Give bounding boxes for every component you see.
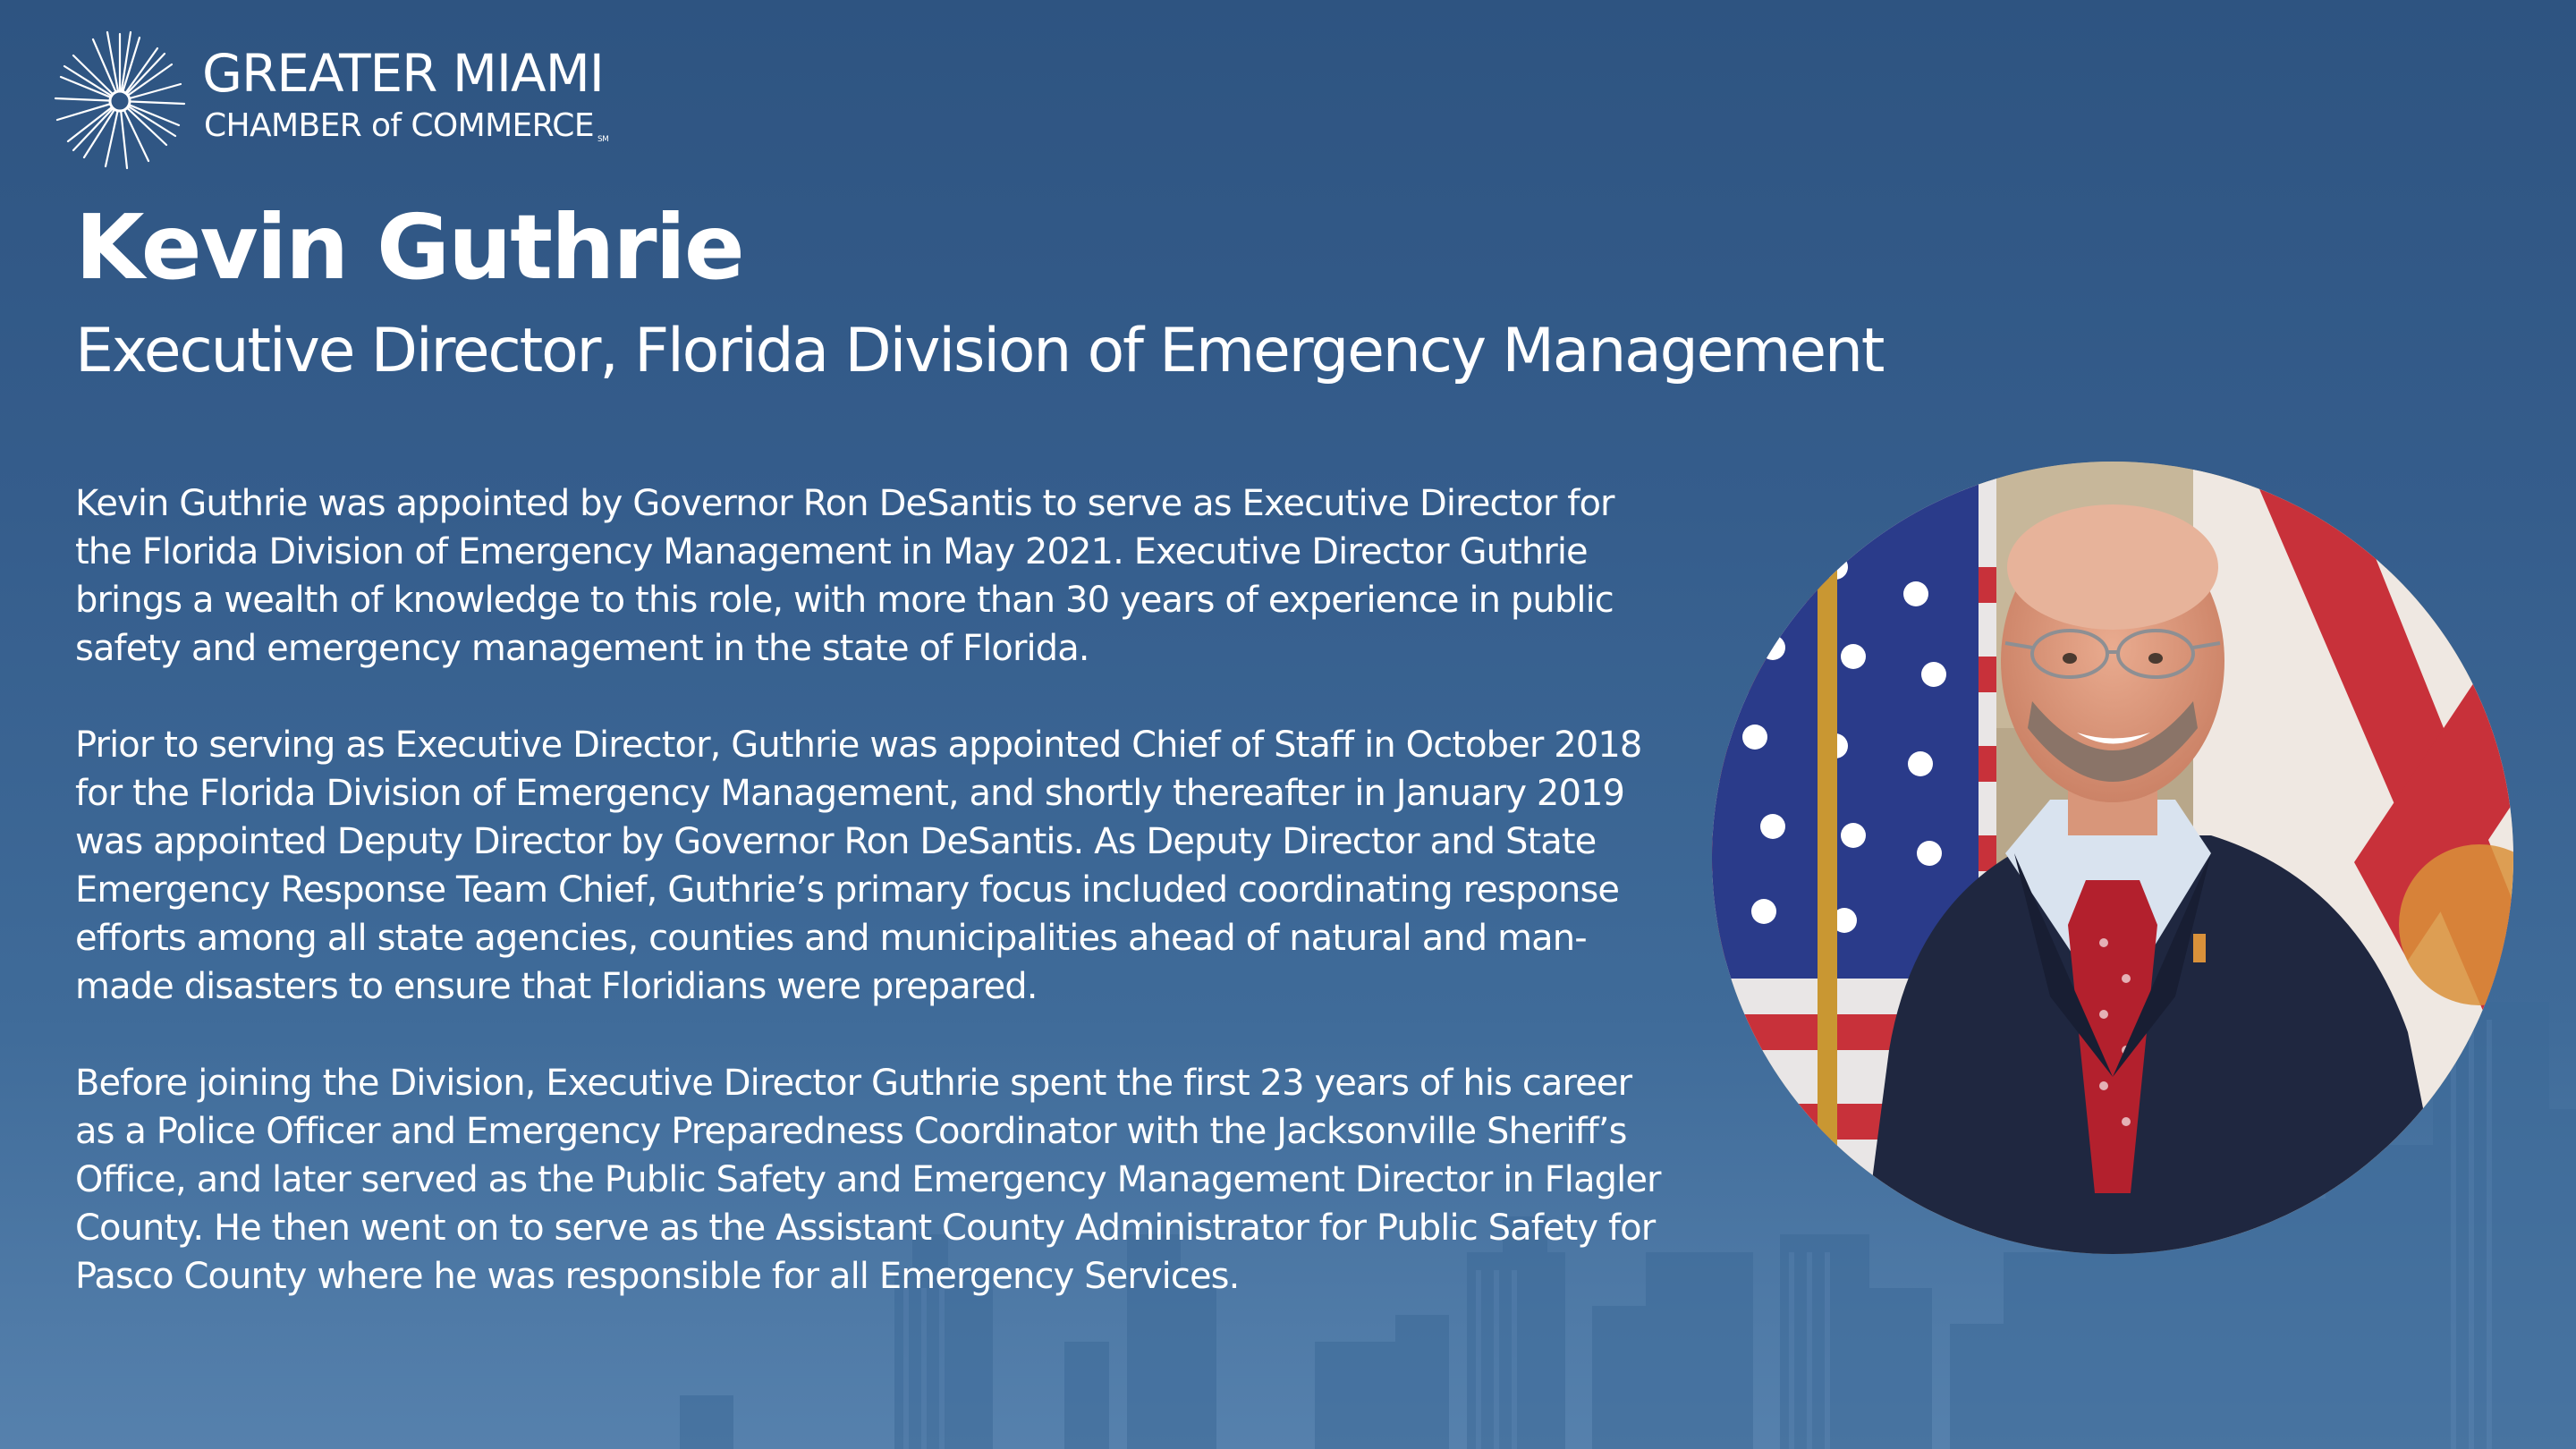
bio-paragraph bbox=[75, 1059, 1757, 1301]
bio-line: Prior to serving as Executive Director, Guthrie was appointed Chief of Staff in October 2018 bbox=[75, 724, 1642, 766]
chamber-logo bbox=[54, 30, 662, 174]
bio-line: efforts among all state agencies, counties and municipalities ahead of natural and man- bbox=[75, 918, 1587, 959]
bio-line: the Florida Division of Emergency Management in May 2021. Executive Director Guthrie bbox=[75, 531, 1588, 572]
logo-text-greater-miami: GREATER MIAMI bbox=[202, 43, 604, 104]
bio-line: Pasco County where he was responsible for all Emergency Services. bbox=[75, 1256, 1240, 1297]
speaker-title: Executive Director, Florida Division of Emergency Management bbox=[75, 316, 1884, 386]
bio-line: Before joining the Division, Executive Director Guthrie spent the first 23 years of his career bbox=[75, 1063, 1632, 1104]
service-mark: SM bbox=[597, 135, 609, 144]
bio-paragraph bbox=[75, 721, 1757, 1011]
speaker-bio bbox=[75, 479, 1757, 1349]
bio-line: as a Police Officer and Emergency Preparedness Coordinator with the Jacksonville Sheriff’s bbox=[75, 1111, 1627, 1152]
logo-text-chamber-label: CHAMBER of COMMERCE bbox=[204, 107, 594, 144]
bio-line: Kevin Guthrie was appointed by Governor Ron DeSantis to serve as Executive Director for bbox=[75, 483, 1614, 524]
logo-text-chamber bbox=[204, 107, 608, 144]
bio-line: safety and emergency management in the state of Florida. bbox=[75, 628, 1089, 669]
speaker-portrait-photo bbox=[1710, 460, 2515, 1256]
bio-line: County. He then went on to serve as the Assistant County Administrator for Public Safety for bbox=[75, 1208, 1656, 1249]
bio-line: was appointed Deputy Director by Governor Ron DeSantis. As Deputy Director and State bbox=[75, 821, 1597, 862]
bio-line: made disasters to ensure that Floridians were prepared. bbox=[75, 966, 1038, 1007]
bio-line: Office, and later served as the Public Safety and Emergency Management Director in Flagler bbox=[75, 1159, 1661, 1200]
bio-line: brings a wealth of knowledge to this role, with more than 30 years of experience in public bbox=[75, 580, 1614, 621]
bio-line: Emergency Response Team Chief, Guthrie’s primary focus included coordinating response bbox=[75, 869, 1620, 911]
bio-line: for the Florida Division of Emergency Management, and shortly thereafter in January 2019 bbox=[75, 773, 1625, 814]
speaker-name: Kevin Guthrie bbox=[75, 195, 743, 300]
bio-paragraph bbox=[75, 479, 1757, 673]
sunburst-logo-icon bbox=[54, 30, 186, 172]
